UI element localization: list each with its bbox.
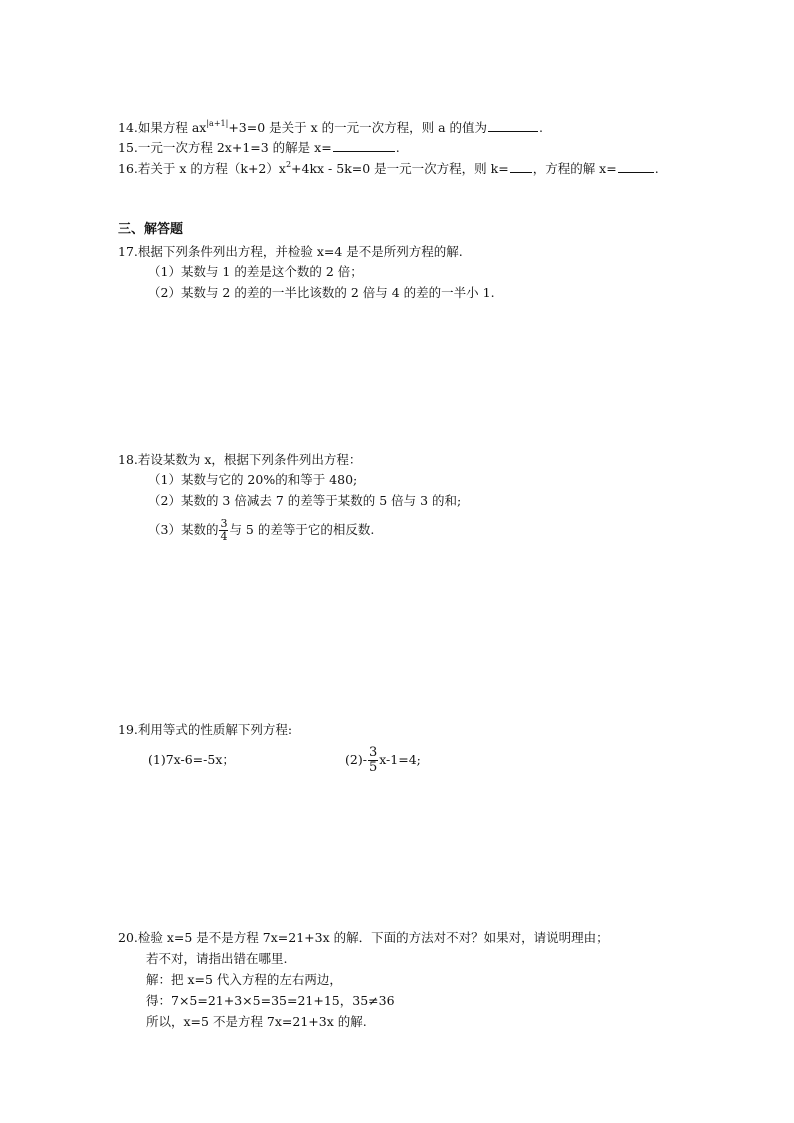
q19-part-1: (1)7x-6=-5x；	[148, 752, 235, 767]
q17-item-1: （1）某数与 1 的差是这个数的 2 倍；	[148, 264, 363, 279]
q16-text-pre: 16.若关于 x 的方程（k+2）x	[118, 161, 286, 176]
q14-text-post: +3=0 是关于 x 的一元一次方程，则 a 的值为	[228, 120, 488, 135]
q20-line-5: 所以，x=5 不是方程 7x=21+3x 的解.	[146, 1014, 367, 1029]
q14-answer-blank[interactable]	[488, 119, 538, 132]
q19-part-2-post: x-1=4;	[379, 752, 421, 767]
q19-stem: 19.利用等式的性质解下列方程:	[118, 722, 293, 737]
q15-end: .	[395, 140, 400, 155]
q20-stem: 20.检验 x=5 是不是方程 7x=21+3x 的解．下面的方法对不对？如果对，请说明理由；	[118, 930, 609, 945]
q15-text: 15.一元一次方程 2x+1=3 的解是 x=	[118, 140, 332, 155]
q18-fraction	[219, 518, 228, 543]
q15-answer-blank[interactable]	[333, 139, 395, 152]
q18-item-2: （2）某数的 3 倍减去 7 的差等于某数的 5 倍与 3 的和;	[148, 493, 462, 508]
q18-fraction-denominator: 4	[220, 530, 228, 543]
q18-fraction-numerator: 3	[220, 517, 228, 530]
q14-end: .	[539, 120, 544, 135]
q19-part-2-pre: (2)-	[345, 752, 367, 767]
q16-text-mid: +4kx - 5k=0 是一元一次方程，则 k=	[291, 161, 509, 176]
q16-end: .	[654, 161, 659, 176]
section-title: 三、解答题	[118, 222, 184, 237]
question-16	[118, 160, 659, 177]
question-14	[118, 119, 543, 136]
q18-item-1: （1）某数与它的 20%的和等于 480;	[148, 472, 358, 487]
q19-fraction-numerator: 3	[368, 745, 378, 760]
q16-exponent: 2	[285, 160, 292, 169]
q20-line-3: 解：把 x=5 代入方程的左右两边，	[146, 972, 342, 987]
q14-exponent: |a+1|	[206, 119, 229, 128]
q16-k-blank[interactable]	[510, 160, 532, 173]
q18-item-3-post: 与 5 的差等于它的相反数.	[229, 522, 375, 537]
q16-text-mid2: ，方程的解 x=	[532, 161, 617, 176]
q19-fraction-denominator: 5	[368, 760, 378, 775]
q20-line-2: 若不对，请指出错在哪里.	[146, 951, 288, 966]
q17-item-2: （2）某数与 2 的差的一半比该数的 2 倍与 4 的差的一半小 1.	[148, 285, 495, 300]
q17-stem: 17.根据下列条件列出方程，并检验 x=4 是不是所列方程的解.	[118, 244, 463, 259]
q19-part-2	[345, 742, 421, 778]
q14-text-pre: 14.如果方程 ax	[118, 120, 207, 135]
q18-item-3	[148, 516, 374, 544]
q19-fraction	[368, 746, 378, 775]
q20-line-4: 得：7×5=21+3×5=35=21+15，35≠36	[146, 993, 395, 1008]
question-15	[118, 139, 400, 156]
q18-stem: 18.若设某数为 x，根据下列条件列出方程：	[118, 452, 362, 467]
q16-x-blank[interactable]	[618, 160, 654, 173]
q18-item-3-pre: （3）某数的	[148, 522, 219, 537]
